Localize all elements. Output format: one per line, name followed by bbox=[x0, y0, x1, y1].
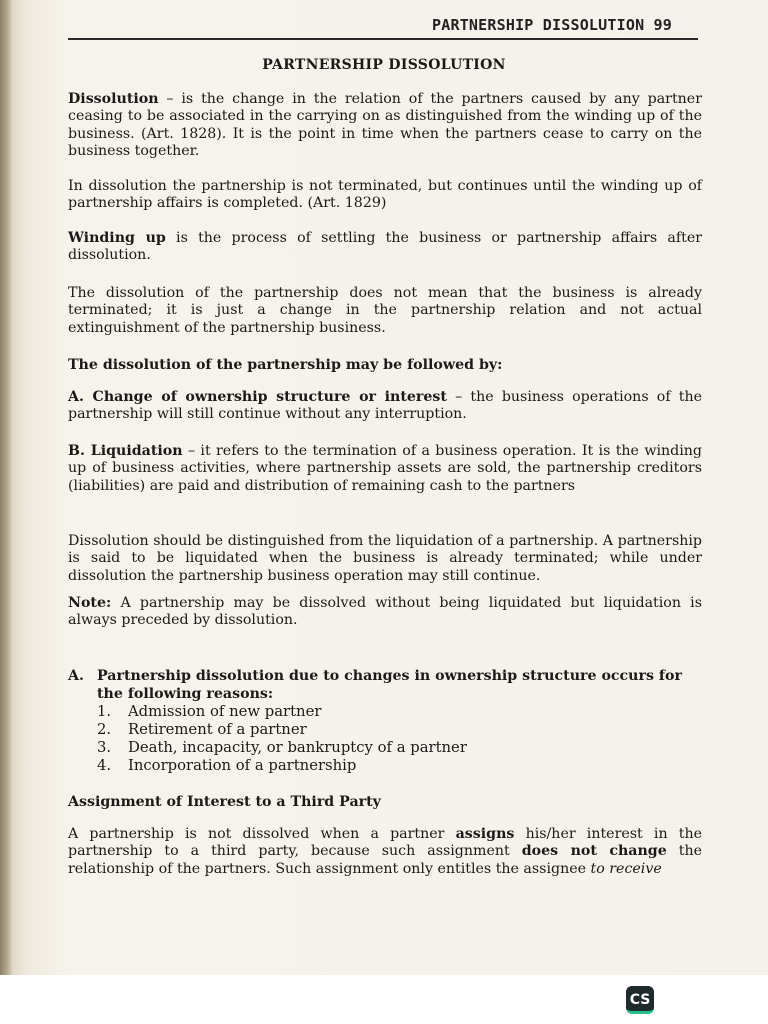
assignment-heading: Assignment of Interest to a Third Party bbox=[68, 794, 381, 810]
paragraph-option-a bbox=[68, 389, 702, 424]
paragraph-not-extinguishment: The dissolution of the partnership does not mean that the business is already terminated; it is just a change in the partnership relation and not actual extinguishment of the partnership business. bbox=[68, 285, 702, 336]
list-item bbox=[68, 757, 708, 775]
reasons-heading-line-1: Partnership dissolution due to changes in ownership structure occurs for bbox=[97, 668, 682, 684]
list-item bbox=[68, 703, 708, 721]
term-winding-up: Winding up bbox=[68, 230, 166, 246]
reasons-heading-line-2: the following reasons: bbox=[97, 686, 274, 702]
term-does-not-change: does not change bbox=[521, 843, 667, 860]
winding-up-definition-text: is the process of settling the business or partnership affairs after dissolution. bbox=[68, 230, 703, 264]
assignment-italic-text: to receive bbox=[590, 860, 662, 877]
running-header: PARTNERSHIP DISSOLUTION 99 bbox=[432, 16, 672, 34]
book-spine-shadow bbox=[0, 0, 12, 975]
header-rule bbox=[68, 38, 698, 40]
list-item bbox=[68, 721, 708, 739]
paragraph-option-b bbox=[68, 443, 702, 495]
list-item-text: Incorporation of a partnership bbox=[128, 757, 357, 774]
dissolution-definition-text: – is the change in the relation of the partners caused by any partner ceasing to be associated in the carrying on as distinguished from the winding up of the business. (Art. 1828). It is the point in time when the partners cease to carry on the business together. bbox=[68, 91, 702, 160]
option-b-text: – it refers to the termination of a business operation. It is the winding up of business activities, where partnership assets are sold, the partnership creditors (liabilities) are paid and distribution of remaining cash to the partners bbox=[68, 443, 702, 494]
assignment-text-1: A partnership is not dissolved when a partner bbox=[68, 826, 456, 842]
paragraph-distinguished: Dissolution should be distinguished from the liquidation of a partnership. A partnership is said to be liquidated when the business is already terminated; while under dissolution the partnership business operation may still continue. bbox=[68, 533, 702, 584]
reasons-section bbox=[68, 667, 708, 775]
note-text: A partnership may be dissolved without being liquidated but liquidation is always preceded by dissolution. bbox=[68, 595, 702, 629]
list-item-number: 2. bbox=[97, 721, 112, 738]
list-item bbox=[68, 739, 708, 757]
list-item-text: Admission of new partner bbox=[128, 703, 322, 720]
reasons-heading bbox=[68, 667, 708, 703]
reasons-list bbox=[68, 703, 708, 775]
term-assigns: assigns bbox=[455, 826, 515, 842]
option-a-text: – the business operations of the partnership will still continue without any interruption. bbox=[68, 389, 702, 423]
camscanner-logo-icon: CS bbox=[626, 986, 654, 1014]
paragraph-note bbox=[68, 595, 702, 630]
list-item-text: Retirement of a partner bbox=[128, 721, 307, 738]
assignment-text-2: his/her interest in the partnership to a third party, because such assignment bbox=[68, 826, 702, 860]
paragraph-dissolution-definition bbox=[68, 91, 702, 161]
term-liquidation: B. Liquidation bbox=[68, 443, 183, 459]
list-item-number: 4. bbox=[97, 757, 112, 774]
term-note: Note: bbox=[68, 595, 112, 611]
paragraph-not-terminated: In dissolution the partnership is not terminated, but continues until the winding up of partnership affairs is completed. (Art. 1829) bbox=[68, 178, 702, 212]
paragraph-winding-up bbox=[68, 230, 702, 265]
paragraph-followed-by: The dissolution of the partnership may be followed by: bbox=[68, 357, 503, 373]
term-change-of-ownership: A. Change of ownership structure or interest bbox=[68, 389, 447, 405]
paragraph-assignment bbox=[68, 826, 702, 878]
assignment-text-3: the relationship of the partners. Such assignment only entitles the assignee bbox=[68, 843, 702, 877]
reasons-label: A. bbox=[68, 668, 84, 684]
list-item-text: Death, incapacity, or bankruptcy of a partner bbox=[128, 739, 467, 756]
list-item-number: 1. bbox=[97, 703, 112, 720]
term-dissolution: Dissolution bbox=[68, 91, 159, 107]
list-item-number: 3. bbox=[97, 739, 112, 756]
page-title: PARTNERSHIP DISSOLUTION bbox=[262, 57, 506, 73]
